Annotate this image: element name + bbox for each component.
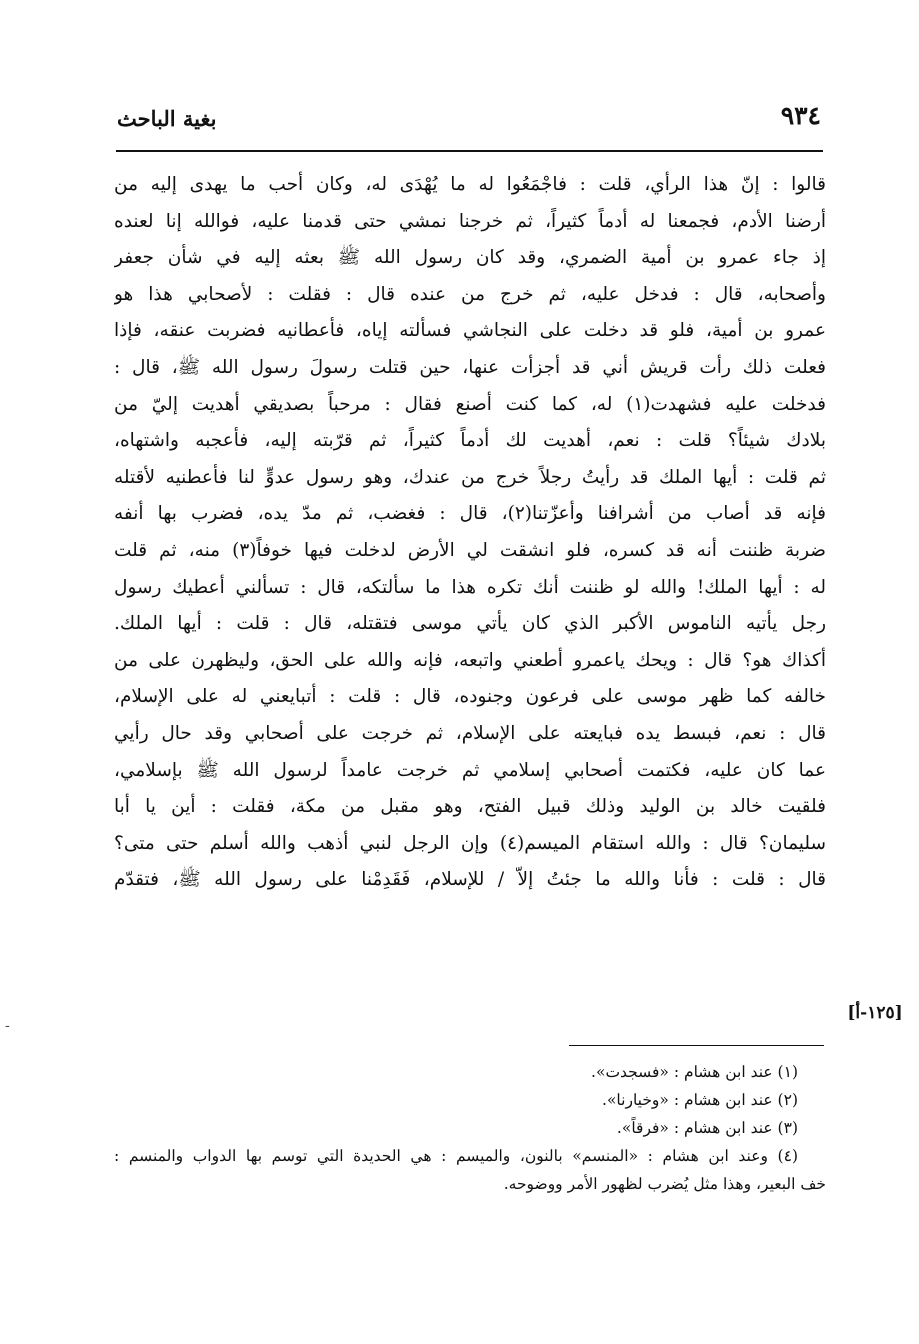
footnote-continuation: خف البعير، وهذا مثل يُضرب لظهور الأمر ووضوحه. xyxy=(503,1175,826,1193)
text-line: خالفه كما ظهر موسى على فرعون وجنوده، قال : قلت : أتبايعني له على الإسلام، xyxy=(114,686,826,708)
footnote: (٤) وعند ابن هشام : «المنسم» بالنون، والميسم : هي الحديدة التي توسم بها الدواب والمنسم : xyxy=(114,1147,798,1165)
body-text xyxy=(114,167,826,899)
footnote: (١) عند ابن هشام : «فسجدت». xyxy=(591,1063,798,1081)
footnote: (٢) عند ابن هشام : «وخيارنا». xyxy=(602,1091,798,1109)
manuscript-folio-marker: [١٢٥-أ] xyxy=(847,1003,903,1023)
text-line: فلقيت خالد بن الوليد وذلك قبيل الفتح، وهو مقبل من مكة، فقلت : أين يا أبا xyxy=(114,796,826,818)
footnote: (٣) عند ابن هشام : «فرقاً». xyxy=(616,1119,798,1137)
text-line: فإنه قد أصاب من أشرافنا وأعزّتنا(٢)، قال : فغضب، ثم مدّ يده، فضرب بها أنفه xyxy=(114,503,826,525)
text-line: فدخلت عليه فشهدت(١) له، كما كنت أصنع فقال : مرحباً بصديقي أهديت إليّ من xyxy=(114,393,826,415)
running-title: بغية الباحث xyxy=(117,106,217,131)
text-line: أكذاك هو؟ قال : ويحك ياعمرو أطعني واتبعه، فإنه والله على الحق، وليظهرن على من xyxy=(114,649,826,671)
text-line: بلادك شيئاً؟ قلت : نعم، أهديت لك أدماً كثيراً، ثم قرّبته إليه، فأعجبه واشتهاه، xyxy=(114,430,826,452)
footnote-rule xyxy=(569,1045,824,1046)
header-rule xyxy=(116,150,823,152)
text-line: عما كان عليه، فكتمت أصحابي إسلامي ثم خرجت عامداً لرسول الله ﷺ بإسلامي، xyxy=(114,759,826,781)
text-line: قال : قلت : فأنا والله ما جئتُ إلاّ / للإسلام، فَقَدِمْنا على رسول الله ﷺ، فتقدّم xyxy=(114,869,826,891)
text-line: فعلت ذلك رأت قريش أني قد أجزأت عنها، حين قتلت رسولَ رسول الله ﷺ، قال : xyxy=(114,356,826,378)
text-line: أرضنا الأدم، فجمعنا له أدماً كثيراً، ثم خرجنا نمشي حتى قدمنا عليه، فوالله إنا لعنده xyxy=(114,210,826,232)
text-line: قال : نعم، فبسط يده فبايعته على الإسلام، ثم خرجت على أصحابي وقد حال رأيي xyxy=(114,722,826,744)
text-line: ثم قلت : أيها الملك قد رأيتُ رجلاً خرج من عندك، وهو رسول عدوٍّ لنا فأعطنيه لأقتله xyxy=(114,466,826,488)
text-line: سليمان؟ قال : والله استقام الميسم(٤) وإن الرجل لنبي أذهب والله أسلم حتى متى؟ xyxy=(114,832,826,854)
text-line: ضربة ظننت أنه قد كسره، فلو انشقت لي الأرض لدخلت فيها خوفاً(٣) منه، ثم قلت xyxy=(114,539,826,561)
text-line: رجل يأتيه الناموس الأكبر الذي كان يأتي موسى فتقتله، قال : قلت : أيها الملك. xyxy=(114,613,826,635)
text-line: عمرو بن أمية، فلو قد دخلت على النجاشي فسألته إياه، فأعطانيه فضربت عنقه، فإذا xyxy=(114,320,826,342)
text-line: وأصحابه، قال : فدخل عليه، ثم خرج من عنده قال : فقلت : لأصحابي هذا هو xyxy=(114,283,826,305)
text-line: قالوا : إنّ هذا الرأي، قلت : فاجْمَعُوا له ما يُهْدَى له، وكان أحب ما يهدى إليه من xyxy=(114,174,826,195)
scan-margin-mark: - xyxy=(5,1018,10,1034)
text-line: إذ جاء عمرو بن أمية الضمري، وقد كان رسول الله ﷺ بعثه إليه في شأن جعفر xyxy=(114,247,826,269)
footnotes xyxy=(114,1058,826,1198)
text-line: له : أيها الملك! والله لو ظننت أنك تكره هذا ما سألتكه، قال : تسألني أعطيك رسول xyxy=(114,576,826,598)
page-number: ٩٣٤ xyxy=(780,101,821,130)
